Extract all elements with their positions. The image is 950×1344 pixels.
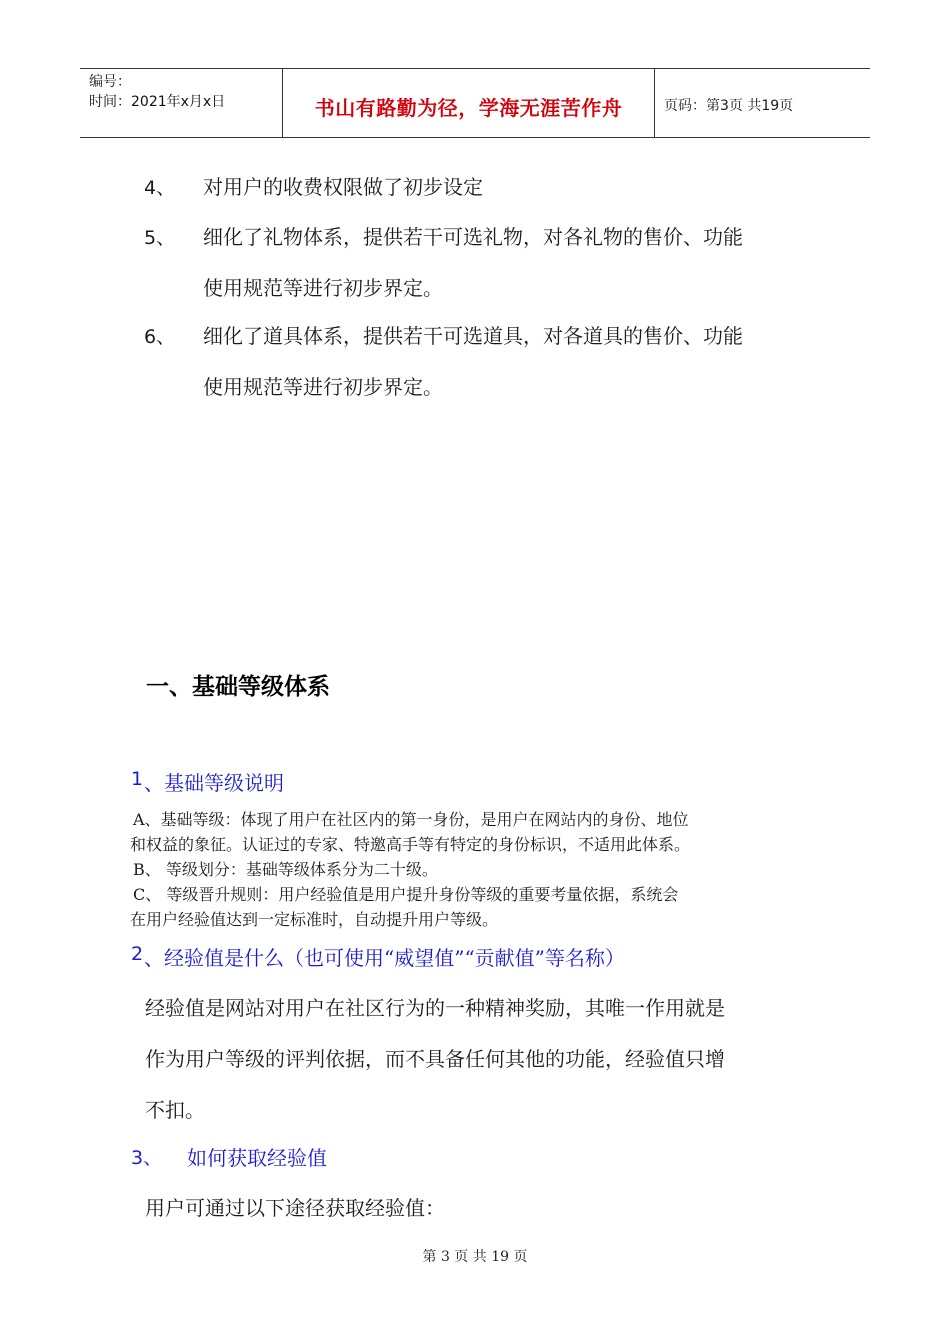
list-item-number: 5、 — [144, 227, 176, 249]
list-item-number: 6、 — [144, 326, 176, 348]
header-right-cell — [655, 69, 870, 137]
list-item-text: 细化了道具体系，提供若干可选道具，对各道具的售价、功能 — [203, 324, 743, 348]
code-label: 编号： — [89, 74, 131, 90]
paragraph-line: C、 等级晋升规则：用户经验值是用户提升身份等级的重要考量依据，系统会 — [133, 885, 679, 904]
page-footer: 第 3 页 共 19 页 — [422, 1249, 528, 1265]
subsection-number: 3、 — [131, 1147, 163, 1169]
subsection-title: 、经验值是什么（也可使用“威望值”“贡献值”等名称） — [144, 946, 625, 970]
paragraph-line: 经验值是网站对用户在社区行为的一种精神奖励，其唯一作用就是 — [145, 996, 725, 1020]
paragraph-line: 用户可通过以下途径获取经验值： — [145, 1196, 445, 1220]
header-motto: 书山有路勤为径，学海无涯苦作舟 — [314, 96, 623, 120]
list-item-text: 使用规范等进行初步界定。 — [203, 276, 443, 300]
header-left-cell — [80, 69, 283, 137]
subsection-number: 1 — [131, 768, 144, 790]
paragraph-line: 不扣。 — [145, 1098, 205, 1122]
subsection-title: 如何获取经验值 — [187, 1146, 327, 1170]
list-item-text: 细化了礼物体系，提供若干可选礼物，对各礼物的售价、功能 — [203, 225, 743, 249]
subsection-title: 、基础等级说明 — [144, 771, 284, 795]
subsection-number: 2 — [131, 943, 144, 965]
paragraph-line: B、 等级划分：基础等级体系分为二十级。 — [133, 860, 438, 879]
header-page-info: 页码：第3页 共19页 — [664, 98, 794, 114]
paragraph-line: 在用户经验值达到一定标准时，自动提升用户等级。 — [130, 910, 499, 929]
paragraph-line: 作为用户等级的评判依据，而不具备任何其他的功能，经验值只增 — [145, 1047, 725, 1071]
section-title: 一、基础等级体系 — [146, 674, 330, 700]
time-label: 时间：2021年x月x日 — [89, 94, 226, 110]
paragraph-line: A、基础等级：体现了用户在社区内的第一身份，是用户在网站内的身份、地位 — [133, 810, 689, 829]
header-middle-cell — [283, 69, 655, 137]
paragraph-line: 和权益的象征。认证过的专家、特邀高手等有特定的身份标识，不适用此体系。 — [130, 835, 691, 854]
list-item-text: 使用规范等进行初步界定。 — [203, 375, 443, 399]
list-item-text: 对用户的收费权限做了初步设定 — [203, 175, 483, 199]
list-item-number: 4、 — [144, 177, 176, 199]
page-header — [80, 68, 870, 138]
